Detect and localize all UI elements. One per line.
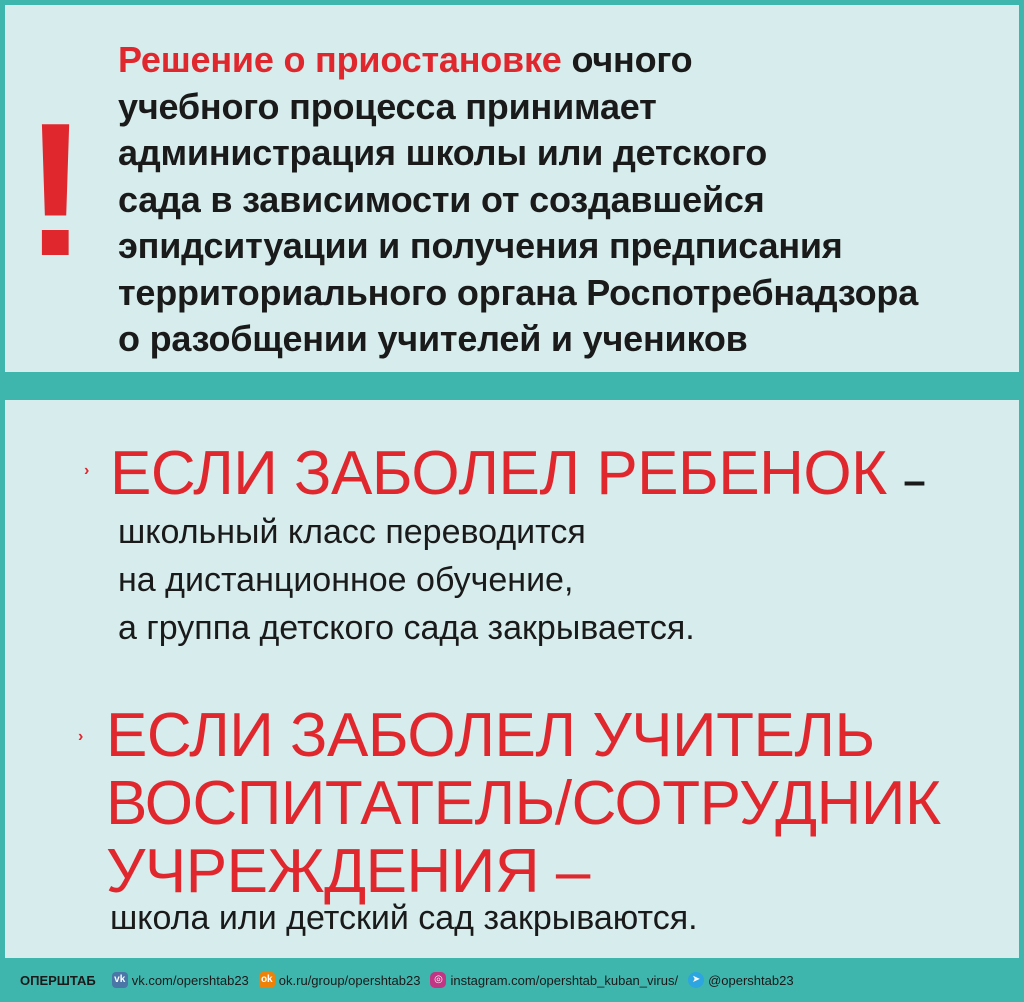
case-text-line: на дистанционное обучение, bbox=[118, 561, 574, 599]
case-heading-line: ЕСЛИ ЗАБОЛЕЛ РЕБЕНОК bbox=[110, 439, 887, 508]
case-text-teacher bbox=[110, 894, 698, 942]
notice-line: учебного процесса принимает bbox=[118, 85, 657, 127]
vk-icon: vk bbox=[112, 972, 128, 988]
footer-brand: ОПЕРШТАБ bbox=[20, 972, 96, 988]
footer-link-text: vk.com/opershtab23 bbox=[131, 972, 249, 988]
instagram-icon: ◎ bbox=[430, 972, 446, 988]
case-text-line: а группа детского сада закрывается. bbox=[118, 609, 695, 647]
footer-link-text: instagram.com/opershtab_kuban_virus/ bbox=[450, 972, 679, 988]
notice-text bbox=[118, 37, 1013, 363]
notice-line: территориального органа Роспотребнадзора bbox=[118, 271, 919, 313]
notice-line: очного bbox=[571, 39, 693, 80]
case-heading-child bbox=[110, 440, 925, 515]
case-heading-line: УЧРЕЖДЕНИЯ – bbox=[106, 837, 590, 906]
notice-highlight: Решение о приостановке bbox=[118, 39, 562, 80]
notice-line: сада в зависимости от создавшейся bbox=[118, 178, 765, 220]
footer-link-vk[interactable] bbox=[112, 972, 249, 988]
ok-icon: ok bbox=[259, 972, 275, 988]
case-text-child bbox=[118, 508, 695, 652]
notice-line: администрация школы или детского bbox=[118, 132, 768, 173]
notice-line: эпидситуации и получения предписания bbox=[118, 225, 843, 266]
bullet-icon: › bbox=[78, 728, 84, 745]
footer-link-instagram[interactable] bbox=[430, 972, 678, 988]
footer bbox=[0, 958, 1024, 1002]
telegram-icon: ➤ bbox=[688, 972, 704, 988]
case-text-line: школа или детский сад закрываются. bbox=[110, 899, 698, 937]
case-heading-line: ЕСЛИ ЗАБОЛЕЛ УЧИТЕЛЬ bbox=[106, 701, 875, 770]
heading-dash: – bbox=[903, 459, 926, 503]
case-heading-teacher bbox=[106, 702, 941, 906]
case-text-line: школьный класс переводится bbox=[118, 513, 586, 551]
exclamation-icon: ! bbox=[24, 84, 88, 296]
notice-line: о разобщении учителей и учеников bbox=[118, 318, 748, 359]
case-heading-line: ВОСПИТАТЕЛЬ/СОТРУДНИК bbox=[106, 769, 941, 838]
footer-link-text: @opershtab23 bbox=[708, 972, 794, 988]
footer-link-text: ok.ru/group/opershtab23 bbox=[278, 972, 421, 988]
footer-link-ok[interactable] bbox=[259, 972, 421, 988]
footer-link-telegram[interactable] bbox=[688, 972, 793, 988]
bullet-icon: › bbox=[84, 462, 90, 479]
